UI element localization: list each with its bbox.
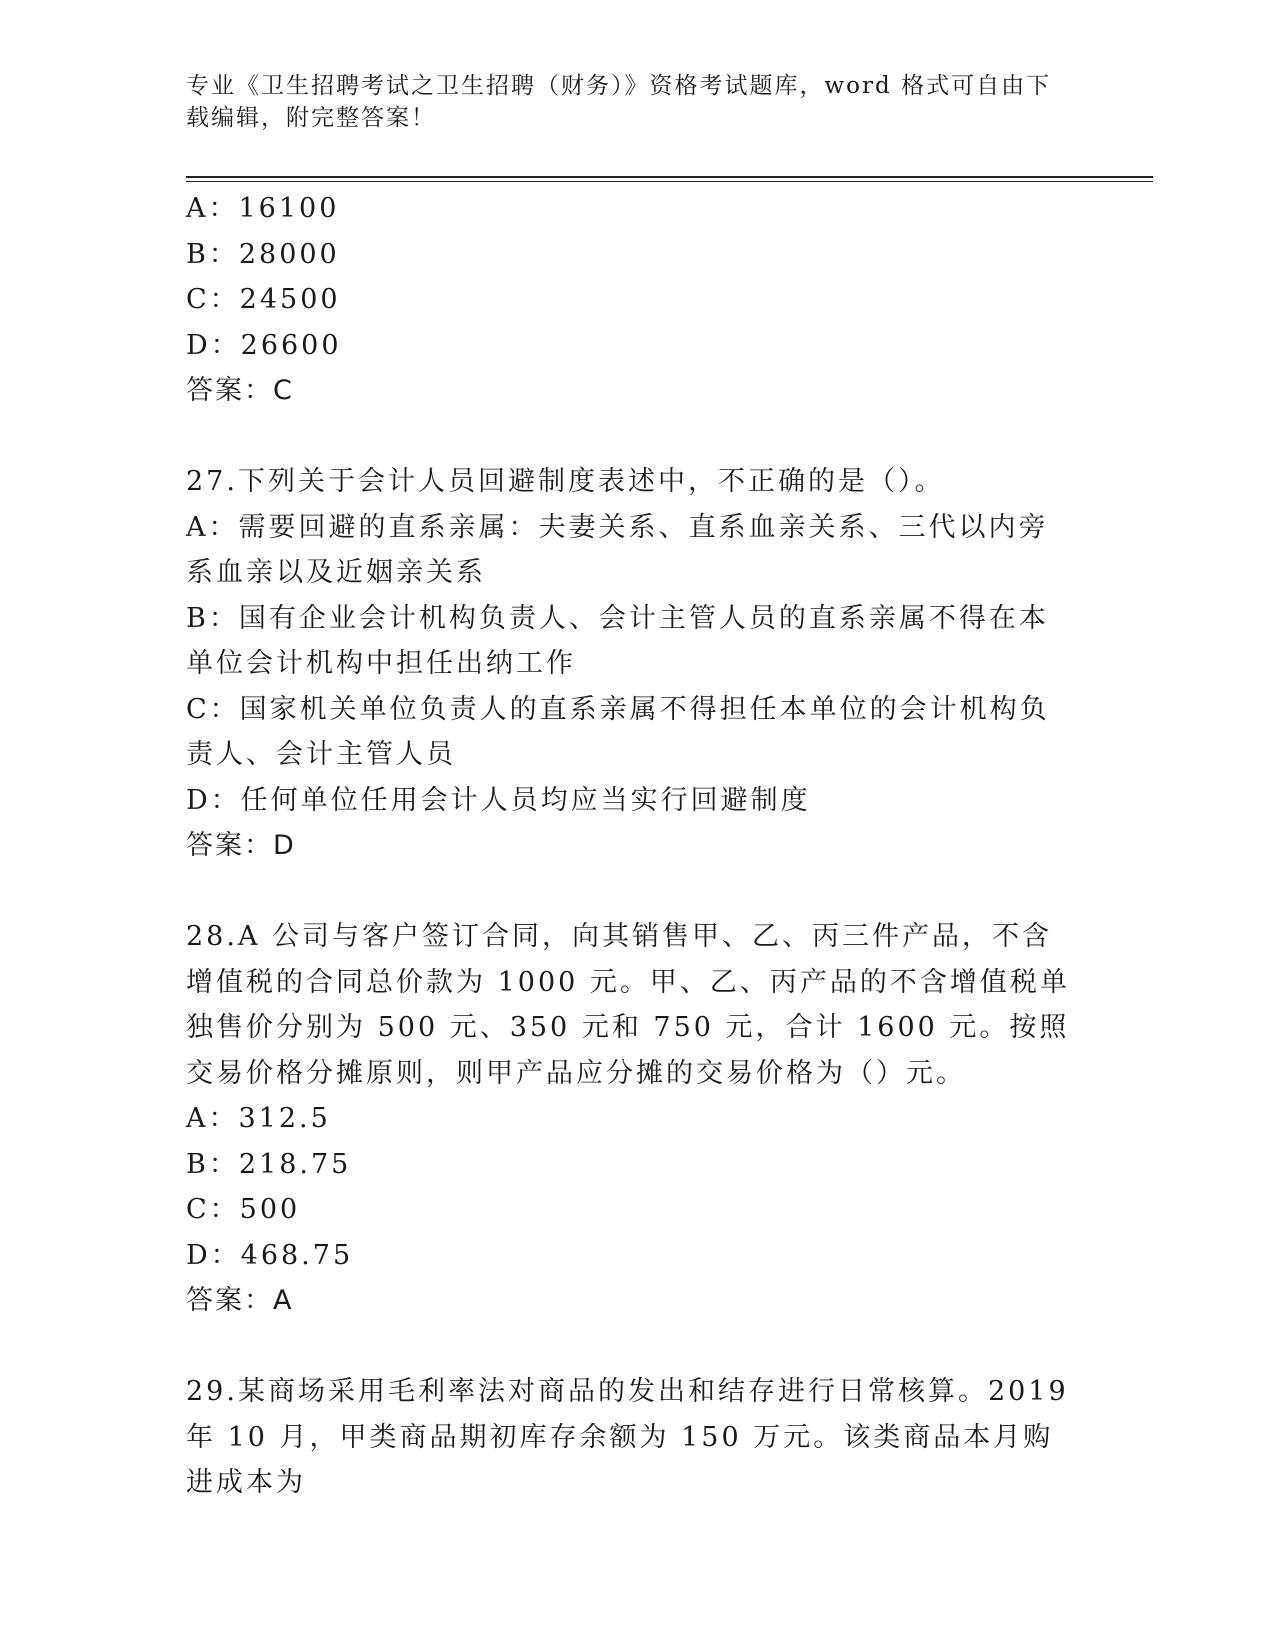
spacer <box>186 414 1076 460</box>
header-divider-thin <box>186 181 1153 182</box>
option-c: C：国家机关单位负责人的直系亲属不得担任本单位的会计机构负责人、会计主管人员 <box>186 693 1050 770</box>
question-27-block <box>186 459 1076 869</box>
option-b: B：国有企业会计机构负责人、会计主管人员的直系亲属不得在本单位会计机构中担任出纳工作 <box>186 602 1049 679</box>
option-d: D：468.75 <box>186 1239 354 1271</box>
document-header: 专业《卫生招聘考试之卫生招聘（财务）》资格考试题库，word 格式可自由下载编辑，附完整答案！ <box>186 73 1052 131</box>
option-a: A：312.5 <box>186 1103 331 1134</box>
option-b: B：218.75 <box>186 1148 352 1180</box>
question-26-block <box>186 186 1076 414</box>
answer-line: 答案：D <box>186 830 296 861</box>
option-a: A：16100 <box>186 193 340 224</box>
question-text: 29.某商场采用毛利率法对商品的发出和结存进行日常核算。2019 年 10 月，甲类商品期初库存余额为 150 万元。该类商品本月购进成本为 <box>186 1376 1069 1498</box>
question-content <box>186 186 1076 1506</box>
option-b: B：28000 <box>186 238 340 270</box>
question-29-block <box>186 1369 1076 1506</box>
question-text: 28.A 公司与客户签订合同，向其销售甲、乙、丙三件产品，不含增值税的合同总价款为 1000 元。甲、乙、丙产品的不含增值税单独售价分别为 500 元、350 元和 750 元，合计 1600 元。按照交易价格分摊原则，则甲产品应分摊的交易价格为（）元。 <box>186 921 1070 1089</box>
answer-line: 答案：C <box>186 375 294 406</box>
question-28-block <box>186 914 1076 1324</box>
answer-line: 答案：A <box>186 1285 294 1316</box>
spacer <box>186 869 1076 915</box>
option-d: D：任何单位任用会计人员均应当实行回避制度 <box>186 784 811 816</box>
option-a: A：需要回避的直系亲属：夫妻关系、直系血亲关系、三代以内旁系血亲以及近姻亲关系 <box>186 511 1049 588</box>
option-c: C：500 <box>186 1194 301 1225</box>
option-d: D：26600 <box>186 329 342 361</box>
spacer <box>186 1324 1076 1370</box>
option-c: C：24500 <box>186 284 341 315</box>
header-divider-thick <box>186 176 1153 178</box>
question-text: 27.下列关于会计人员回避制度表述中，不正确的是（）。 <box>186 466 945 497</box>
